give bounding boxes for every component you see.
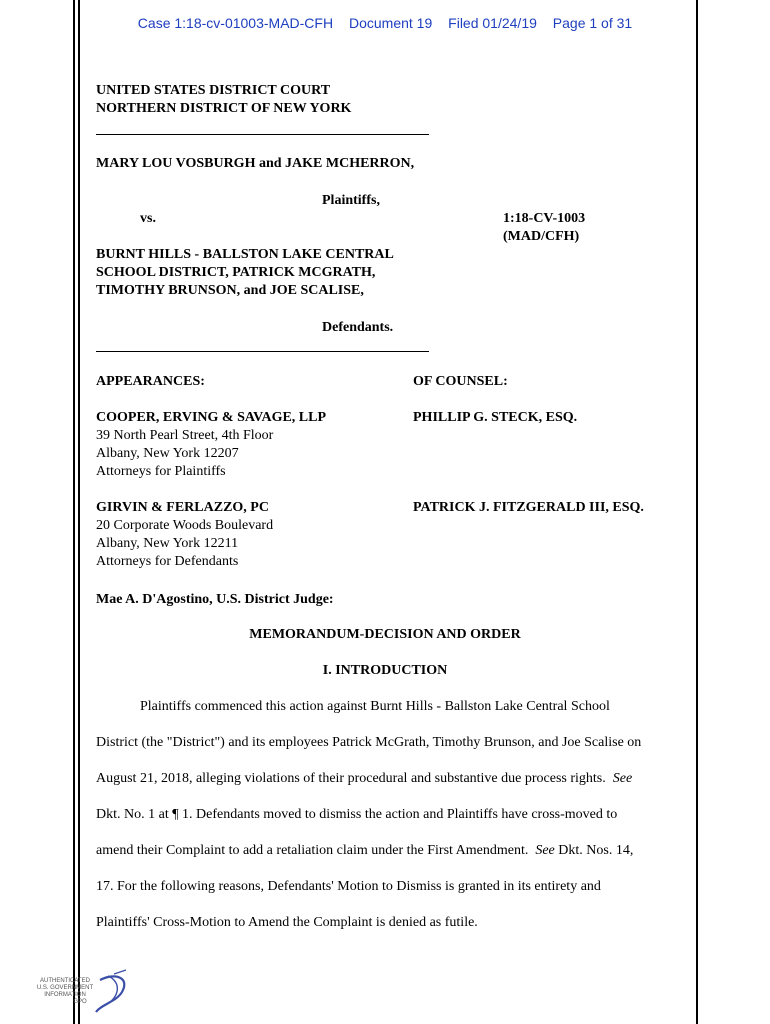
body-line-1: Plaintiffs commenced this action against Burnt Hills - Ballston Lake Central School <box>140 699 610 714</box>
left-margin-rule-inner <box>78 0 80 1024</box>
body-line-3 <box>96 771 632 787</box>
case-number-line-2: (MAD/CFH) <box>503 229 580 244</box>
gpo-seal-text <box>30 978 100 1006</box>
plaintiffs-firm-role: Attorneys for Plaintiffs <box>96 464 226 479</box>
header-page-number: Page 1 of 31 <box>552 15 633 31</box>
plaintiffs-firm-address-2: Albany, New York 12207 <box>96 446 239 461</box>
defendants-label: Defendants. <box>322 320 394 335</box>
header-case-number: Case 1:18-cv-01003-MAD-CFH <box>137 15 334 31</box>
body-line-5-text: amend their Complaint to add a retaliation claim under the First Amendment. <box>96 843 536 858</box>
seal-line-1: AUTHENTICATED <box>40 978 90 984</box>
defendants-line-3: TIMOTHY BRUNSON, and JOE SCALISE, <box>96 283 364 298</box>
defendants-firm-block <box>96 499 273 571</box>
body-line-4: Dkt. No. 1 at ¶ 1. Defendants moved to dismiss the action and Plaintiffs have cross-moved to <box>96 807 618 822</box>
body-line-5-cite: Dkt. Nos. 14, <box>554 843 634 858</box>
defendants-firm-address-2: Albany, New York 12211 <box>96 536 239 551</box>
body-line-5-signal: See <box>535 843 555 858</box>
defendants-firm-address-1: 20 Corporate Woods Boulevard <box>96 518 274 533</box>
plaintiffs-firm-block <box>96 409 326 481</box>
defendants-firm-role: Attorneys for Defendants <box>96 554 239 569</box>
defendants-names <box>96 246 394 300</box>
header-document-number: Document 19 <box>348 15 433 31</box>
body-line-7: Plaintiffs' Cross-Motion to Amend the Complaint is denied as futile. <box>96 915 478 930</box>
plaintiffs-label: Plaintiffs, <box>322 193 380 208</box>
body-line-2: District (the "District") and its employees Patrick McGrath, Timothy Brunson, and Joe Scalise on <box>96 735 642 750</box>
judge-line: Mae A. D'Agostino, U.S. District Judge: <box>96 592 334 607</box>
defendants-counsel: PATRICK J. FITZGERALD III, ESQ. <box>413 500 644 515</box>
seal-line-4: GPO <box>73 999 87 1005</box>
body-line-3-signal: See <box>612 771 633 786</box>
court-line-1: UNITED STATES DISTRICT COURT <box>96 83 331 98</box>
case-number-line-1: 1:18-CV-1003 <box>503 211 586 226</box>
body-line-3-text: August 21, 2018, alleging violations of their procedural and substantive due process rights. <box>96 771 613 786</box>
plaintiffs-counsel: PHILLIP G. STECK, ESQ. <box>413 410 578 425</box>
defendants-line-2: SCHOOL DISTRICT, PATRICK MCGRATH, <box>96 265 376 280</box>
document-title: MEMORANDUM-DECISION AND ORDER <box>249 627 521 642</box>
court-name <box>96 82 351 118</box>
right-margin-rule <box>696 0 698 1024</box>
ecf-header <box>0 15 770 31</box>
plaintiffs-names: MARY LOU VOSBURGH and JAKE MCHERRON, <box>96 156 415 171</box>
seal-line-3: INFORMATION <box>44 992 86 998</box>
versus-label: vs. <box>140 211 156 226</box>
of-counsel-heading: OF COUNSEL: <box>413 374 508 389</box>
body-line-6: 17. For the following reasons, Defendants' Motion to Dismiss is granted in its entirety and <box>96 879 601 894</box>
seal-line-2: U.S. GOVERNMENT <box>36 985 94 991</box>
defendants-line-1: BURNT HILLS - BALLSTON LAKE CENTRAL <box>96 247 394 262</box>
defendants-firm-name: GIRVIN & FERLAZZO, PC <box>96 500 269 515</box>
plaintiffs-firm-name: COOPER, ERVING & SAVAGE, LLP <box>96 410 327 425</box>
header-filed-date: Filed 01/24/19 <box>448 15 537 31</box>
body-line-5 <box>96 843 633 859</box>
case-number <box>503 210 585 246</box>
section-heading: I. INTRODUCTION <box>322 663 448 678</box>
appearances-heading: APPEARANCES: <box>96 374 205 389</box>
plaintiffs-firm-address-1: 39 North Pearl Street, 4th Floor <box>96 428 274 443</box>
caption-divider-top <box>96 134 429 135</box>
left-margin-rule-outer <box>73 0 75 1024</box>
caption-divider-bottom <box>96 351 429 352</box>
court-line-2: NORTHERN DISTRICT OF NEW YORK <box>96 101 352 116</box>
